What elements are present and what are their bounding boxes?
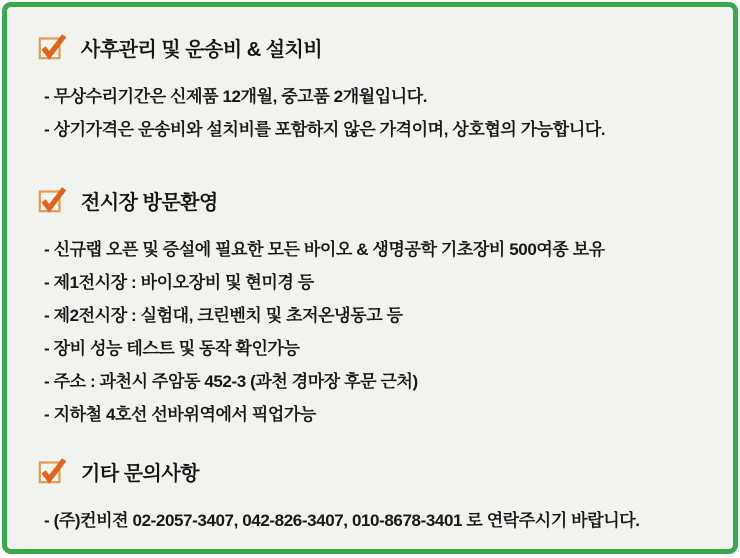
list-item: - 주소 : 과천시 주암동 452-3 (과천 경마장 후문 근처)	[44, 372, 418, 391]
section-header	[37, 455, 721, 487]
section-header	[37, 31, 721, 63]
list-item: - 신규랩 오픈 및 증설에 필요한 모든 바이오 & 생명공학 기초장비 500여종 보유	[44, 240, 605, 259]
section-showroom	[37, 184, 721, 431]
list-item: - 상기가격은 운송비와 설치비를 포함하지 않은 가격이며, 상호협의 가능합니다.	[44, 120, 606, 139]
list-item: - 지하철 4호선 선바위역에서 픽업가능	[44, 405, 316, 424]
checkbox-checked-icon	[37, 31, 67, 61]
section-header	[37, 184, 721, 216]
section-title: 사후관리 및 운송비 & 설치비	[81, 38, 323, 61]
section-aftercare	[37, 31, 721, 146]
list-item: - 제2전시장 : 실험대, 크린벤치 및 초저온냉동고 등	[44, 306, 403, 325]
checkbox-checked-icon	[37, 184, 67, 214]
section-contact	[37, 455, 721, 537]
list-item: - 무상수리기간은 신제품 12개월, 중고품 2개월입니다.	[44, 87, 428, 106]
list-item: - (주)컨비젼 02-2057-3407, 042-826-3407, 010-8678-3401 로 연락주시기 바랍니다.	[44, 511, 640, 530]
section-item-list	[37, 233, 721, 431]
notice-panel	[2, 2, 738, 554]
section-item-list	[37, 504, 721, 537]
section-title: 전시장 방문환영	[81, 191, 218, 214]
list-item: - 제1전시장 : 바이오장비 및 현미경 등	[44, 273, 314, 292]
section-item-list	[37, 80, 721, 146]
checkbox-checked-icon	[37, 455, 67, 485]
list-item: - 장비 성능 테스트 및 동작 확인가능	[44, 339, 300, 358]
section-title: 기타 문의사항	[81, 462, 199, 485]
